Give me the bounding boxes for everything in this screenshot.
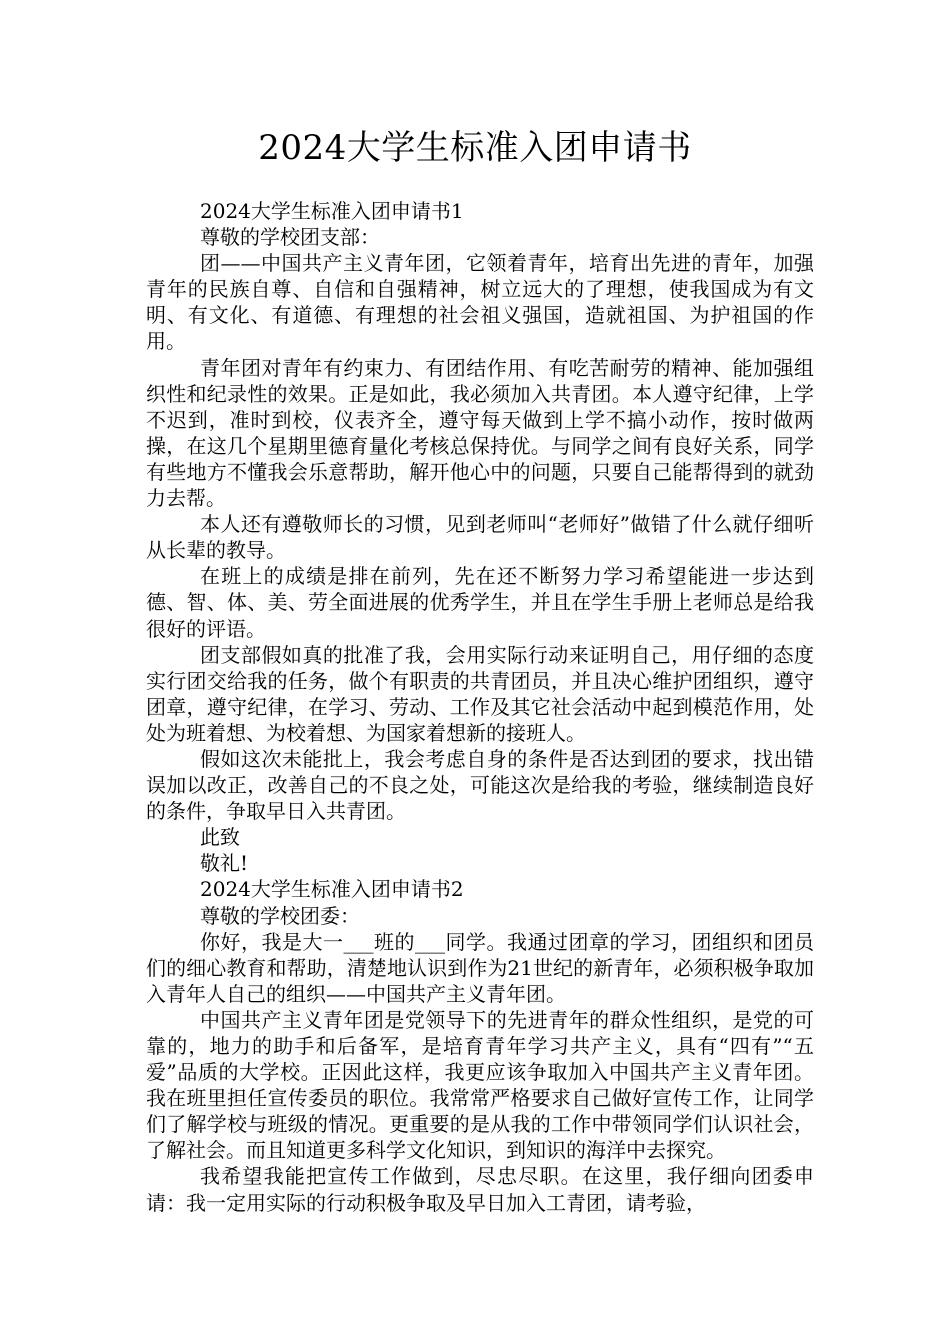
paragraph: 青年团对青年有约束力、有团结作用、有吃苦耐劳的精神、能加强组织性和纪录性的效果。正是如此，我必须加入共青团。本人遵守纪律，上学不迟到，准时到校，仪表齐全，遵守每天做到上学不搞小动作，按时做两操，在这几个星期里德育量化考核总保持优。与同学之间有良好关系，同学有些地方不懂我会乐意帮助，解开他心中的问题，只要自己能帮得到的就劲力去帮。 <box>146 355 814 511</box>
paragraph: 假如这次未能批上，我会考虑自身的条件是否达到团的要求，找出错误加以改正，改善自己的不良之处，可能这次是给我的考验，继续制造良好的条件，争取早日入共青团。 <box>146 746 814 824</box>
closing-line: 此致 <box>200 825 240 850</box>
document-body <box>146 198 814 1216</box>
paragraph: 你好，我是大一___班的___同学。我通过团章的学习，团组织和团员们的细心教育和帮助，清楚地认识到作为21世纪的新青年，必须积极争取加入青年人自己的组织——中国共产主义青年团。 <box>146 929 814 1006</box>
paragraph: 本人还有遵敬师长的习惯，见到老师叫“老师好”做错了什么就仔细听从长辈的教导。 <box>146 512 814 563</box>
section-heading-2: 2024大学生标准入团申请书2 <box>200 877 464 902</box>
paragraph: 我希望我能把宣传工作做到，尽忠尽职。在这里，我仔细向团委申请：我一定用实际的行动积极争取及早日加入工青团，请考验， <box>146 1164 814 1215</box>
paragraph: 团支部假如真的批准了我，会用实际行动来证明自己，用仔细的态度实行团交给我的任务，做个有职责的共青团员，并且决心维护团组织，遵守团章，遵守纪律，在学习、劳动、工作及其它社会活动中起到模范作用，处处为班着想、为校着想、为国家着想新的接班人。 <box>146 642 814 745</box>
page-title: 2024大学生标准入团申请书 <box>258 128 692 168</box>
section-heading-1: 2024大学生标准入团申请书1 <box>200 199 464 223</box>
salutation-1: 尊敬的学校团支部： <box>200 225 380 250</box>
salutation-2: 尊敬的学校团委： <box>200 903 360 928</box>
paragraph: 在班上的成绩是排在前列，先在还不断努力学习希望能进一步达到德、智、体、美、劳全面进展的优秀学生，并且在学生手册上老师总是给我很好的评语。 <box>146 564 814 641</box>
paragraph: 团——中国共产主义青年团，它领着青年，培育出先进的青年，加强青年的民族自尊、自信和自强精神，树立远大的了理想，使我国成为有文明、有文化、有道德、有理想的社会祖义强国，造就祖国、为护祖国的作用。 <box>146 251 814 354</box>
paragraph: 中国共产主义青年团是党领导下的先进青年的群众性组织，是党的可靠的，地力的助手和后备军，是培育青年学习共产主义，具有“四有”“五爱”品质的大学校。正因此这样，我更应该争取加入中国共产主义青年团。我在班里担任宣传委员的职位。我常常严格要求自己做好宣传工作，让同学们了解学校与班级的情况。更重要的是从我的工作中带领同学们认识社会，了解社会。而且知道更多科学文化知识，到知识的海洋中去探究。 <box>146 1007 814 1163</box>
closing-line: 敬礼! <box>200 851 249 876</box>
